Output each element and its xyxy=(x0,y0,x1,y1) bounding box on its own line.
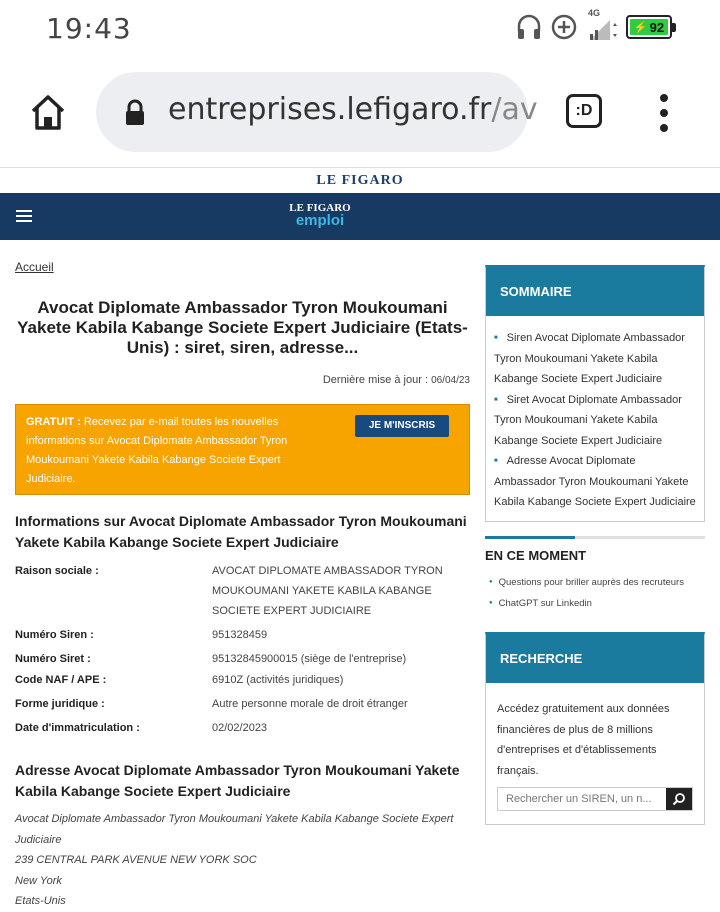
en-ce-moment-list xyxy=(485,572,705,614)
info-value: 95132845900015 (siège de l'entreprise) xyxy=(212,653,407,665)
recherche-box xyxy=(485,632,705,825)
address-block xyxy=(15,809,470,912)
info-row xyxy=(15,561,470,621)
status-icons xyxy=(516,8,672,42)
info-key: Numéro Siren : xyxy=(15,629,94,641)
battery-icon: ⚡ 92 xyxy=(626,15,672,39)
search-icon xyxy=(672,792,686,806)
main-content xyxy=(15,258,470,912)
info-row xyxy=(15,670,470,690)
sommaire-box xyxy=(485,265,705,522)
signal-icon xyxy=(586,8,618,42)
info-value: 6910Z (activités juridiques) xyxy=(212,674,344,686)
lock-icon xyxy=(124,100,146,126)
promo-body: Recevez par e-mail toutes les nouvelles informations sur Avocat Diplomate Ambassador Tyron Moukoumani Yakete Kabila Kabange Societe Expert Judiciaire. xyxy=(26,416,288,485)
sommaire-item-siret[interactable]: ■ Siret Avocat Diplomate Ambassador Tyron Moukoumani Yakete Kabila Kabange Societe Expert Judiciaire xyxy=(494,390,696,452)
info-heading: Informations sur Avocat Diplomate Ambassador Tyron Moukoumani Yakete Kabila Kabange Societe Expert Judiciaire xyxy=(15,513,467,550)
last-updated xyxy=(15,374,470,386)
info-key: Forme juridique : xyxy=(15,698,105,710)
page-title: Avocat Diplomate Ambassador Tyron Moukoumani Yakete Kabila Kabange Societe Expert Judiciaire (Etats-Unis) : siret, siren, adresse... xyxy=(17,298,468,357)
browser-toolbar xyxy=(0,60,720,168)
sommaire-item-siren[interactable]: ■ Siren Avocat Diplomate Ambassador Tyron Moukoumani Yakete Kabila Kabange Societe Expert Judiciaire xyxy=(494,328,696,390)
en-ce-moment-title: EN CE MOMENT xyxy=(485,547,587,563)
en-ce-moment xyxy=(485,536,705,614)
figaro-emploi-logo[interactable] xyxy=(280,203,360,228)
info-value: AVOCAT DIPLOMATE AMBASSADOR TYRON MOUKOUMANI YAKETE KABILA KABANGE SOCIETE EXPERT JUDICIAIRE xyxy=(212,565,443,617)
recherche-title: RECHERCHE xyxy=(486,635,704,683)
info-key: Date d'immatriculation : xyxy=(15,722,140,734)
sidebar xyxy=(485,265,705,825)
headphones-icon xyxy=(516,13,542,41)
status-bar xyxy=(0,0,720,60)
info-row xyxy=(15,694,470,714)
info-row xyxy=(15,625,470,645)
info-value: 02/02/2023 xyxy=(212,722,268,734)
url-text xyxy=(168,92,538,127)
siren-search-input[interactable]: Rechercher un SIREN, un n... xyxy=(506,793,652,805)
sommaire-item-adresse[interactable]: ■ Adresse Avocat Diplomate Ambassador Tyron Moukoumani Yakete Kabila Kabange Societe Expert Judiciaire xyxy=(494,451,696,513)
promo-bold: GRATUIT : xyxy=(26,416,81,428)
network-type: 4G xyxy=(588,8,601,18)
url-domain: entreprises.lefigaro.fr xyxy=(168,92,492,127)
last-updated-date: 06/04/23 xyxy=(431,375,470,386)
url-path: /av xyxy=(491,92,538,127)
subscribe-button[interactable]: JE M'INSCRIS xyxy=(355,415,449,437)
info-key: Code NAF / APE : xyxy=(15,674,107,686)
moment-link[interactable]: ● ChatGPT sur Linkedin xyxy=(485,593,705,614)
browser-menu-icon[interactable] xyxy=(658,94,670,132)
hamburger-menu-icon[interactable] xyxy=(16,210,32,222)
info-key: Numéro Siret : xyxy=(15,653,91,665)
address-line: Avocat Diplomate Ambassador Tyron Moukoumani Yakete Kabila Kabange Societe Expert Judiciaire xyxy=(15,813,454,846)
status-time: 19:43 xyxy=(46,12,132,45)
address-bar[interactable] xyxy=(96,72,538,152)
moment-link[interactable]: ● Questions pour briller auprès des recruteurs xyxy=(485,572,705,593)
recherche-text: Accédez gratuitement aux données financières de plus de 8 millions d'entreprises et d'établissements français. xyxy=(497,703,670,777)
recherche-body xyxy=(486,683,704,824)
last-updated-label: Dernière mise à jour : xyxy=(322,374,428,386)
newsletter-promo xyxy=(15,404,470,495)
sommaire-list xyxy=(486,316,704,521)
address-line: New York xyxy=(15,874,62,887)
emploi-logo-bottom: emploi xyxy=(295,212,345,229)
search-button[interactable] xyxy=(666,788,692,810)
emploi-logo-top: LE FIGARO xyxy=(289,202,351,214)
info-value: 951328459 xyxy=(212,629,268,641)
home-icon[interactable] xyxy=(28,92,68,132)
address-line: Etats-Unis xyxy=(15,895,66,907)
data-saver-icon xyxy=(550,13,578,41)
address-line: 239 CENTRAL PARK AVENUE NEW YORK SOC xyxy=(15,854,257,866)
figaro-logo[interactable]: LE FIGARO xyxy=(316,173,404,188)
breadcrumb-accueil[interactable]: Accueil xyxy=(15,260,54,274)
info-row xyxy=(15,718,470,738)
battery-level: 92 xyxy=(649,19,665,35)
sommaire-title: SOMMAIRE xyxy=(486,268,704,316)
promo-text xyxy=(26,413,326,489)
info-table xyxy=(15,561,470,738)
info-key: Raison sociale : xyxy=(15,565,99,577)
siren-search xyxy=(497,787,693,811)
site-navbar xyxy=(0,193,720,240)
section-divider xyxy=(485,536,705,539)
extension-button[interactable]: :D xyxy=(566,94,602,128)
info-value: Autre personne morale de droit étranger xyxy=(212,698,408,710)
info-row xyxy=(15,649,470,670)
address-heading: Adresse Avocat Diplomate Ambassador Tyron Moukoumani Yakete Kabila Kabange Societe Expert Judiciaire xyxy=(15,762,460,799)
